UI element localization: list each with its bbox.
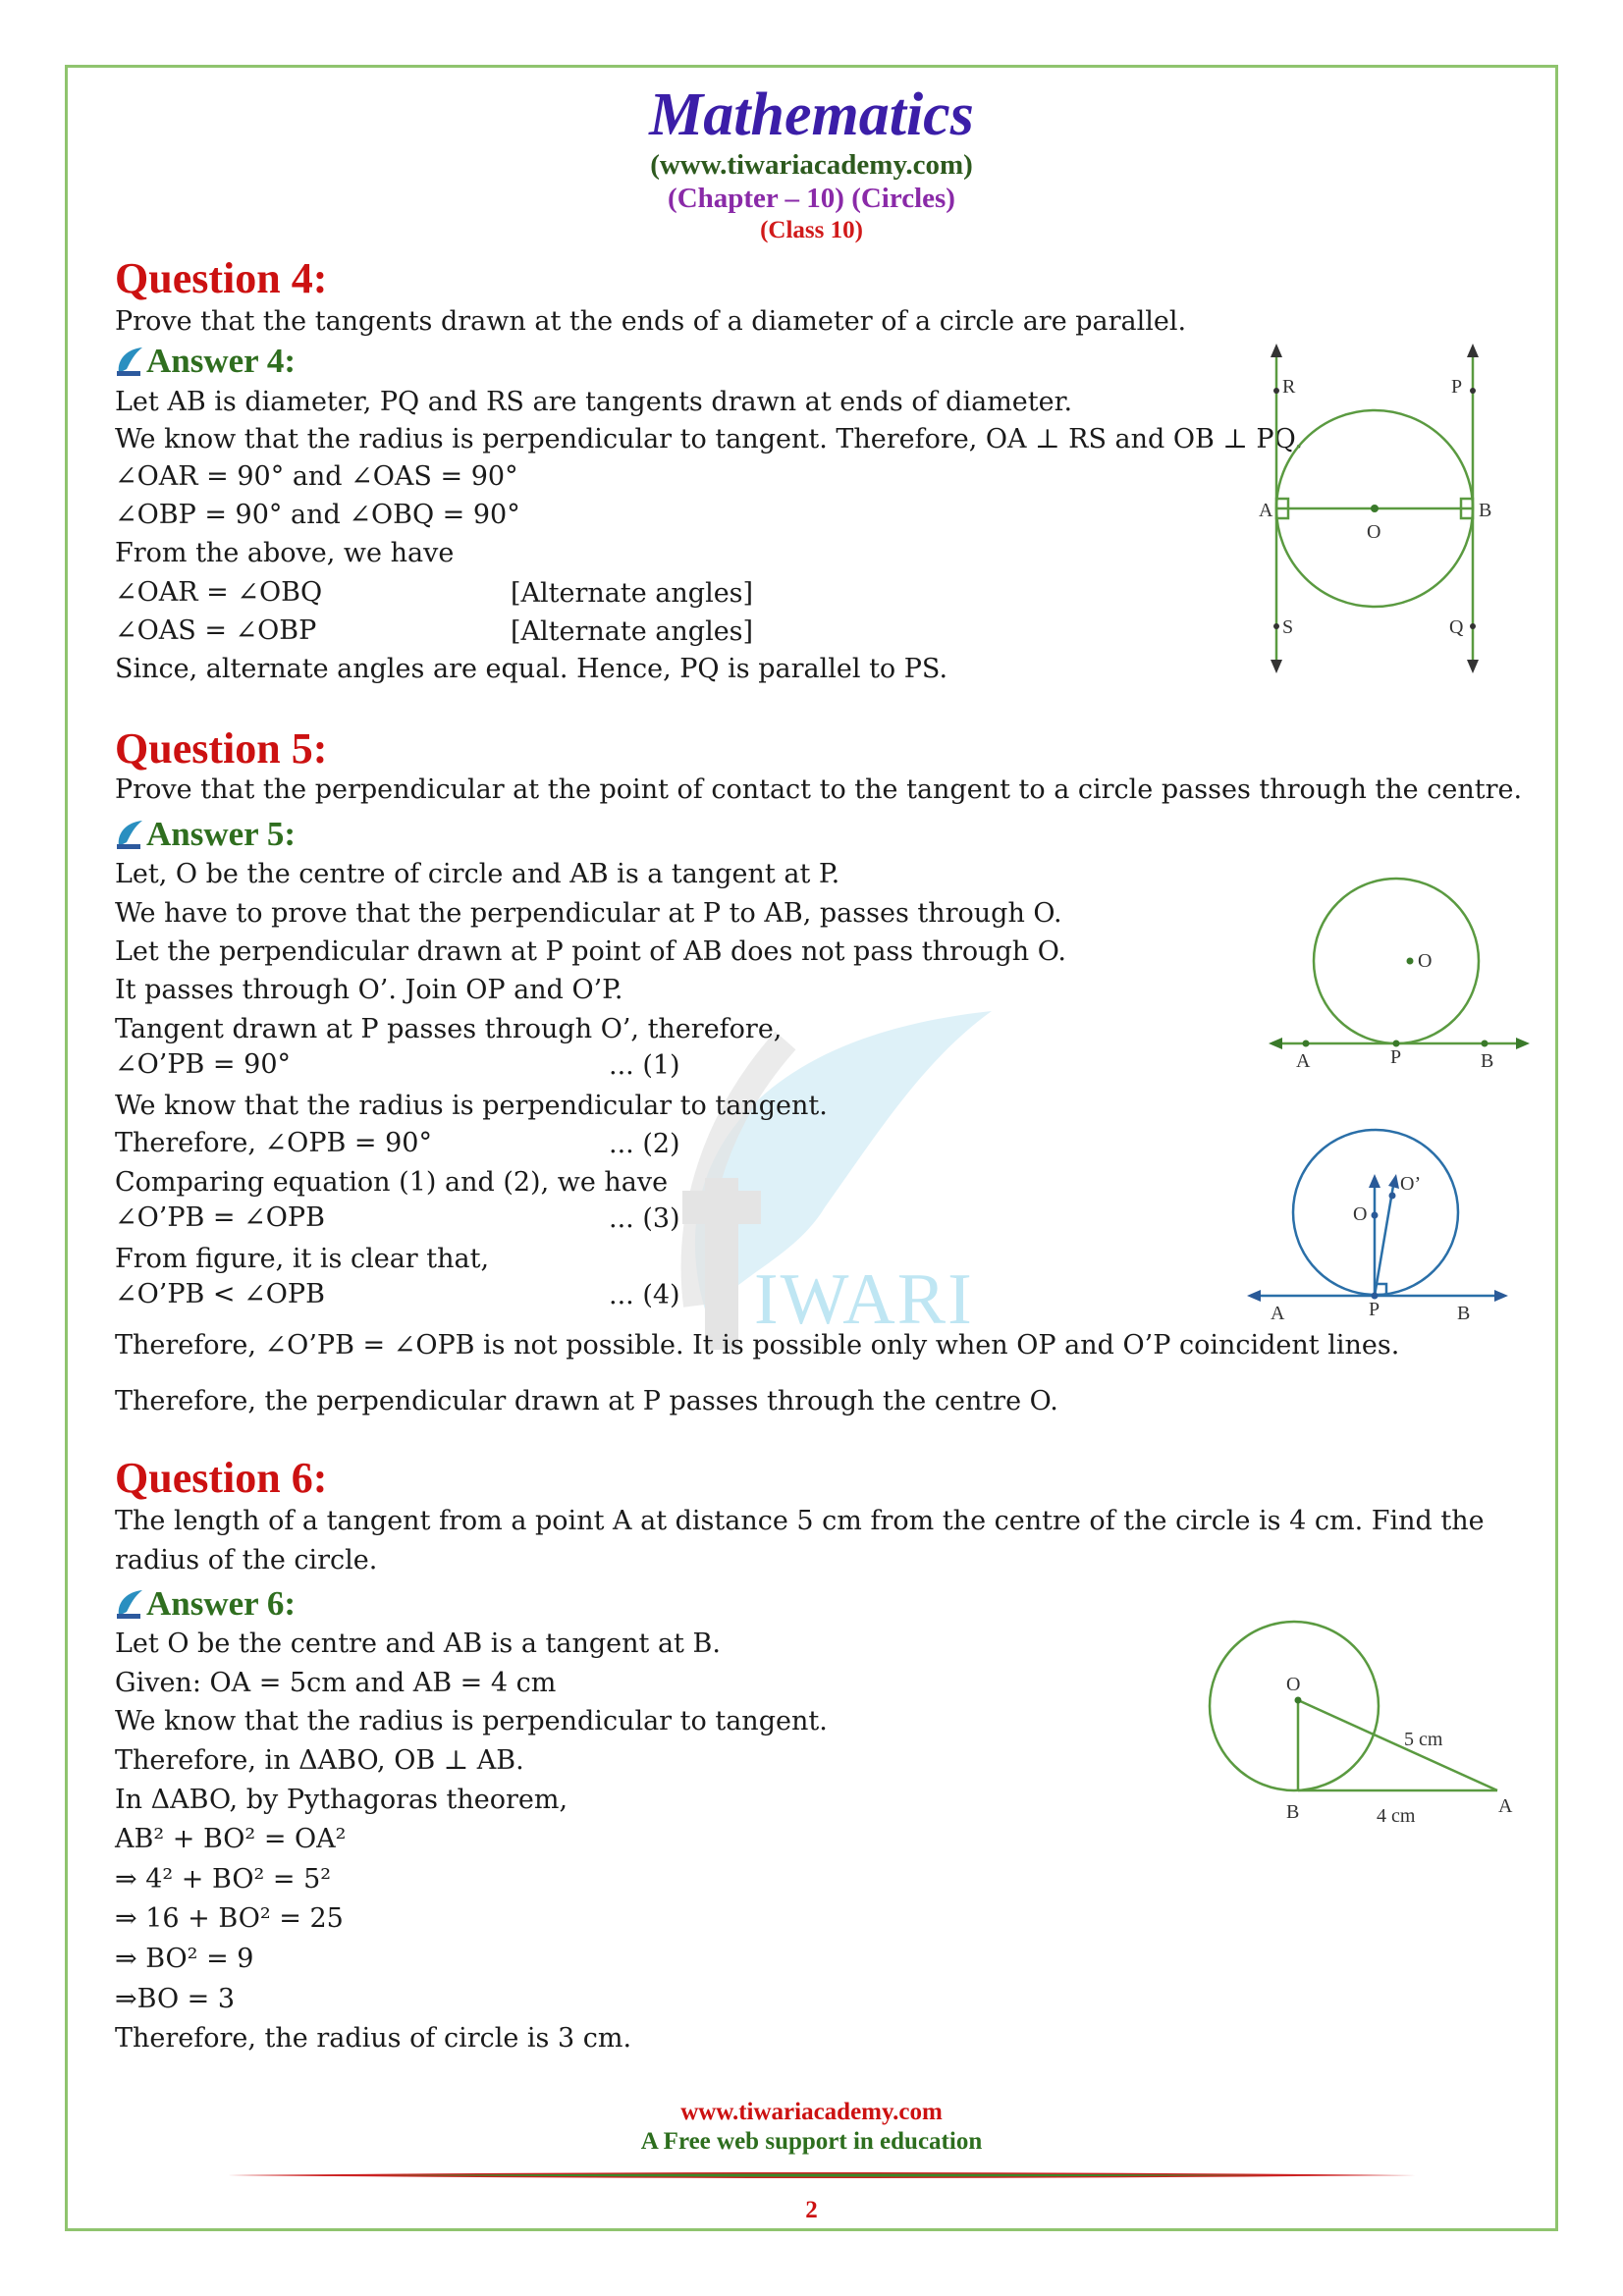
- figure-q5-tangent-circle: [1267, 869, 1532, 1075]
- fig5a-label-P: P: [1390, 1046, 1402, 1068]
- header-site: (www.tiwariacademy.com): [650, 149, 973, 181]
- answer-5-label: Answer 5:: [146, 815, 296, 853]
- answer-5-line-11: From figure, it is clear that,: [115, 1244, 490, 1274]
- question-5-title: Question 5:: [115, 724, 328, 773]
- equation-tag-2: ... (2): [609, 1129, 680, 1159]
- equation-tag-3: ... (3): [609, 1203, 680, 1234]
- answer-5-line-2: We have to prove that the perpendicular at P to AB, passes through O.: [115, 898, 1062, 929]
- answer-6-line-8: ⇒ 16 + BO² = 25: [115, 1903, 344, 1934]
- tiwari-logo-icon: [115, 819, 144, 850]
- fig4-label-Q: Q: [1449, 616, 1464, 638]
- answer-4-line-4: ∠OBP = 90° and ∠OBQ = 90°: [115, 500, 520, 530]
- answer-5-line-12: ∠O’PB < ∠OPB: [115, 1279, 325, 1309]
- answer-5-line-14: Therefore, the perpendicular drawn at P passes through the centre O.: [115, 1386, 1058, 1416]
- fig5b-label-O: O: [1353, 1203, 1368, 1225]
- answer-5-line-10: ∠O’PB = ∠OPB: [115, 1202, 325, 1233]
- fig6-label-O: O: [1286, 1674, 1301, 1695]
- answer-5-line-13: Therefore, ∠O’PB = ∠OPB is not possible. It is possible only when OP and O’P coincident lines.: [115, 1330, 1400, 1361]
- answer-6-line-10: ⇒BO = 3: [115, 1984, 236, 2014]
- fig4-label-P: P: [1451, 376, 1463, 398]
- fig5a-label-B: B: [1481, 1050, 1494, 1072]
- question-5-text: Prove that the perpendicular at the point of contact to the tangent to a circle passes through the centre.: [115, 774, 1523, 805]
- answer-4-line-1: Let AB is diameter, PQ and RS are tangents drawn at ends of diameter.: [115, 387, 1073, 417]
- equation-tag-1: ... (1): [609, 1050, 680, 1081]
- tiwari-logo-icon: [115, 1588, 144, 1620]
- answer-5-line-6: ∠O’PB = 90°: [115, 1049, 291, 1080]
- answer-5-line-8: Therefore, ∠OPB = 90°: [115, 1128, 432, 1158]
- fig5a-label-O: O: [1418, 950, 1433, 972]
- tiwari-logo-icon: [115, 346, 144, 377]
- question-6-title: Question 6:: [115, 1454, 328, 1502]
- fig4-label-A: A: [1259, 500, 1273, 521]
- question-4-title: Question 4:: [115, 254, 328, 302]
- fig6-label-A: A: [1498, 1795, 1513, 1817]
- answer-4-line-8: Since, alternate angles are equal. Hence, PQ is parallel to PS.: [115, 654, 948, 684]
- answer-6-line-11: Therefore, the radius of circle is 3 cm.: [115, 2023, 632, 2054]
- watermark-f-icon: [668, 1168, 766, 1355]
- answer-4-line-2: We know that the radius is perpendicular to tangent. Therefore, OA ⊥ RS and OB ⊥ PQ.: [115, 424, 1303, 454]
- fig4-label-O: O: [1367, 521, 1381, 543]
- question-4-text: Prove that the tangents drawn at the ends of a diameter of a circle are parallel.: [115, 306, 1187, 337]
- answer-6-line-3: We know that the radius is perpendicular to tangent.: [115, 1706, 828, 1736]
- answer-4-line-7: ∠OAS = ∠OBP: [115, 615, 317, 646]
- page-title: Mathematics: [649, 81, 974, 148]
- answer-6-line-7: ⇒ 4² + BO² = 5²: [115, 1864, 332, 1895]
- answer-6-title: [115, 1584, 296, 1624]
- answer-6-line-1: Let O be the centre and AB is a tangent at B.: [115, 1629, 721, 1659]
- figure-q5-perpendicular: [1245, 1119, 1510, 1325]
- header-class: (Class 10): [760, 217, 863, 243]
- answer-4-line-3: ∠OAR = 90° and ∠OAS = 90°: [115, 461, 518, 492]
- fig5b-label-B: B: [1457, 1303, 1471, 1324]
- question-6-text: The length of a tangent from a point A at distance 5 cm from the centre of the circle is 4 cm. Find the radius of the circle.: [115, 1506, 1485, 1575]
- figure-q6-right-triangle: [1208, 1620, 1532, 1845]
- answer-6-line-6: AB² + BO² = OA²: [115, 1824, 347, 1854]
- footer-site: www.tiwariacademy.com: [680, 2099, 943, 2125]
- answer-6-line-9: ⇒ BO² = 9: [115, 1944, 254, 1974]
- fig5b-label-A: A: [1271, 1303, 1285, 1324]
- equation-tag-4: ... (4): [609, 1280, 680, 1310]
- figure-q4-diameter-tangents: [1247, 344, 1502, 677]
- answer-6-label: Answer 6:: [146, 1584, 296, 1623]
- fig4-label-S: S: [1282, 616, 1294, 638]
- answer-4-line-6: ∠OAR = ∠OBQ: [115, 577, 323, 608]
- fig5a-label-A: A: [1296, 1050, 1311, 1072]
- answer-4-title: [115, 342, 296, 381]
- answer-5-line-3: Let the perpendicular drawn at P point of AB does not pass through O.: [115, 936, 1066, 967]
- answer-6-line-4: Therefore, in ΔABO, OB ⊥ AB.: [115, 1745, 524, 1776]
- fig6-label-ab: 4 cm: [1377, 1805, 1416, 1827]
- answer-5-line-1: Let, O be the centre of circle and AB is a tangent at P.: [115, 859, 840, 889]
- answer-6-line-5: In ΔABO, by Pythagoras theorem,: [115, 1785, 568, 1815]
- page-number: 2: [805, 2197, 818, 2223]
- fig5b-label-Oprime: O’: [1400, 1173, 1422, 1195]
- answer-5-line-9: Comparing equation (1) and (2), we have: [115, 1167, 669, 1198]
- answer-4-label: Answer 4:: [146, 342, 296, 380]
- alternate-angles-tag: [Alternate angles]: [511, 616, 754, 647]
- fig4-label-R: R: [1282, 376, 1296, 398]
- fig6-label-B: B: [1286, 1801, 1300, 1823]
- header-chapter: (Chapter – 10) (Circles): [668, 183, 955, 214]
- watermark-text: IWARI: [754, 1259, 974, 1340]
- fig5b-label-P: P: [1369, 1299, 1380, 1320]
- answer-5-title: [115, 815, 296, 854]
- answer-6-line-2: Given: OA = 5cm and AB = 4 cm: [115, 1668, 557, 1698]
- fig4-label-B: B: [1479, 500, 1492, 521]
- fig6-label-oa: 5 cm: [1404, 1729, 1443, 1750]
- footer-divider: [228, 2172, 1416, 2178]
- answer-5-line-7: We know that the radius is perpendicular to tangent.: [115, 1091, 828, 1121]
- answer-4-line-5: From the above, we have: [115, 538, 455, 568]
- answer-5-line-5: Tangent drawn at P passes through O’, therefore,: [115, 1014, 783, 1044]
- alternate-angles-tag: [Alternate angles]: [511, 578, 754, 609]
- answer-5-line-4: It passes through O’. Join OP and O’P.: [115, 975, 623, 1005]
- footer-tagline: A Free web support in education: [640, 2128, 983, 2155]
